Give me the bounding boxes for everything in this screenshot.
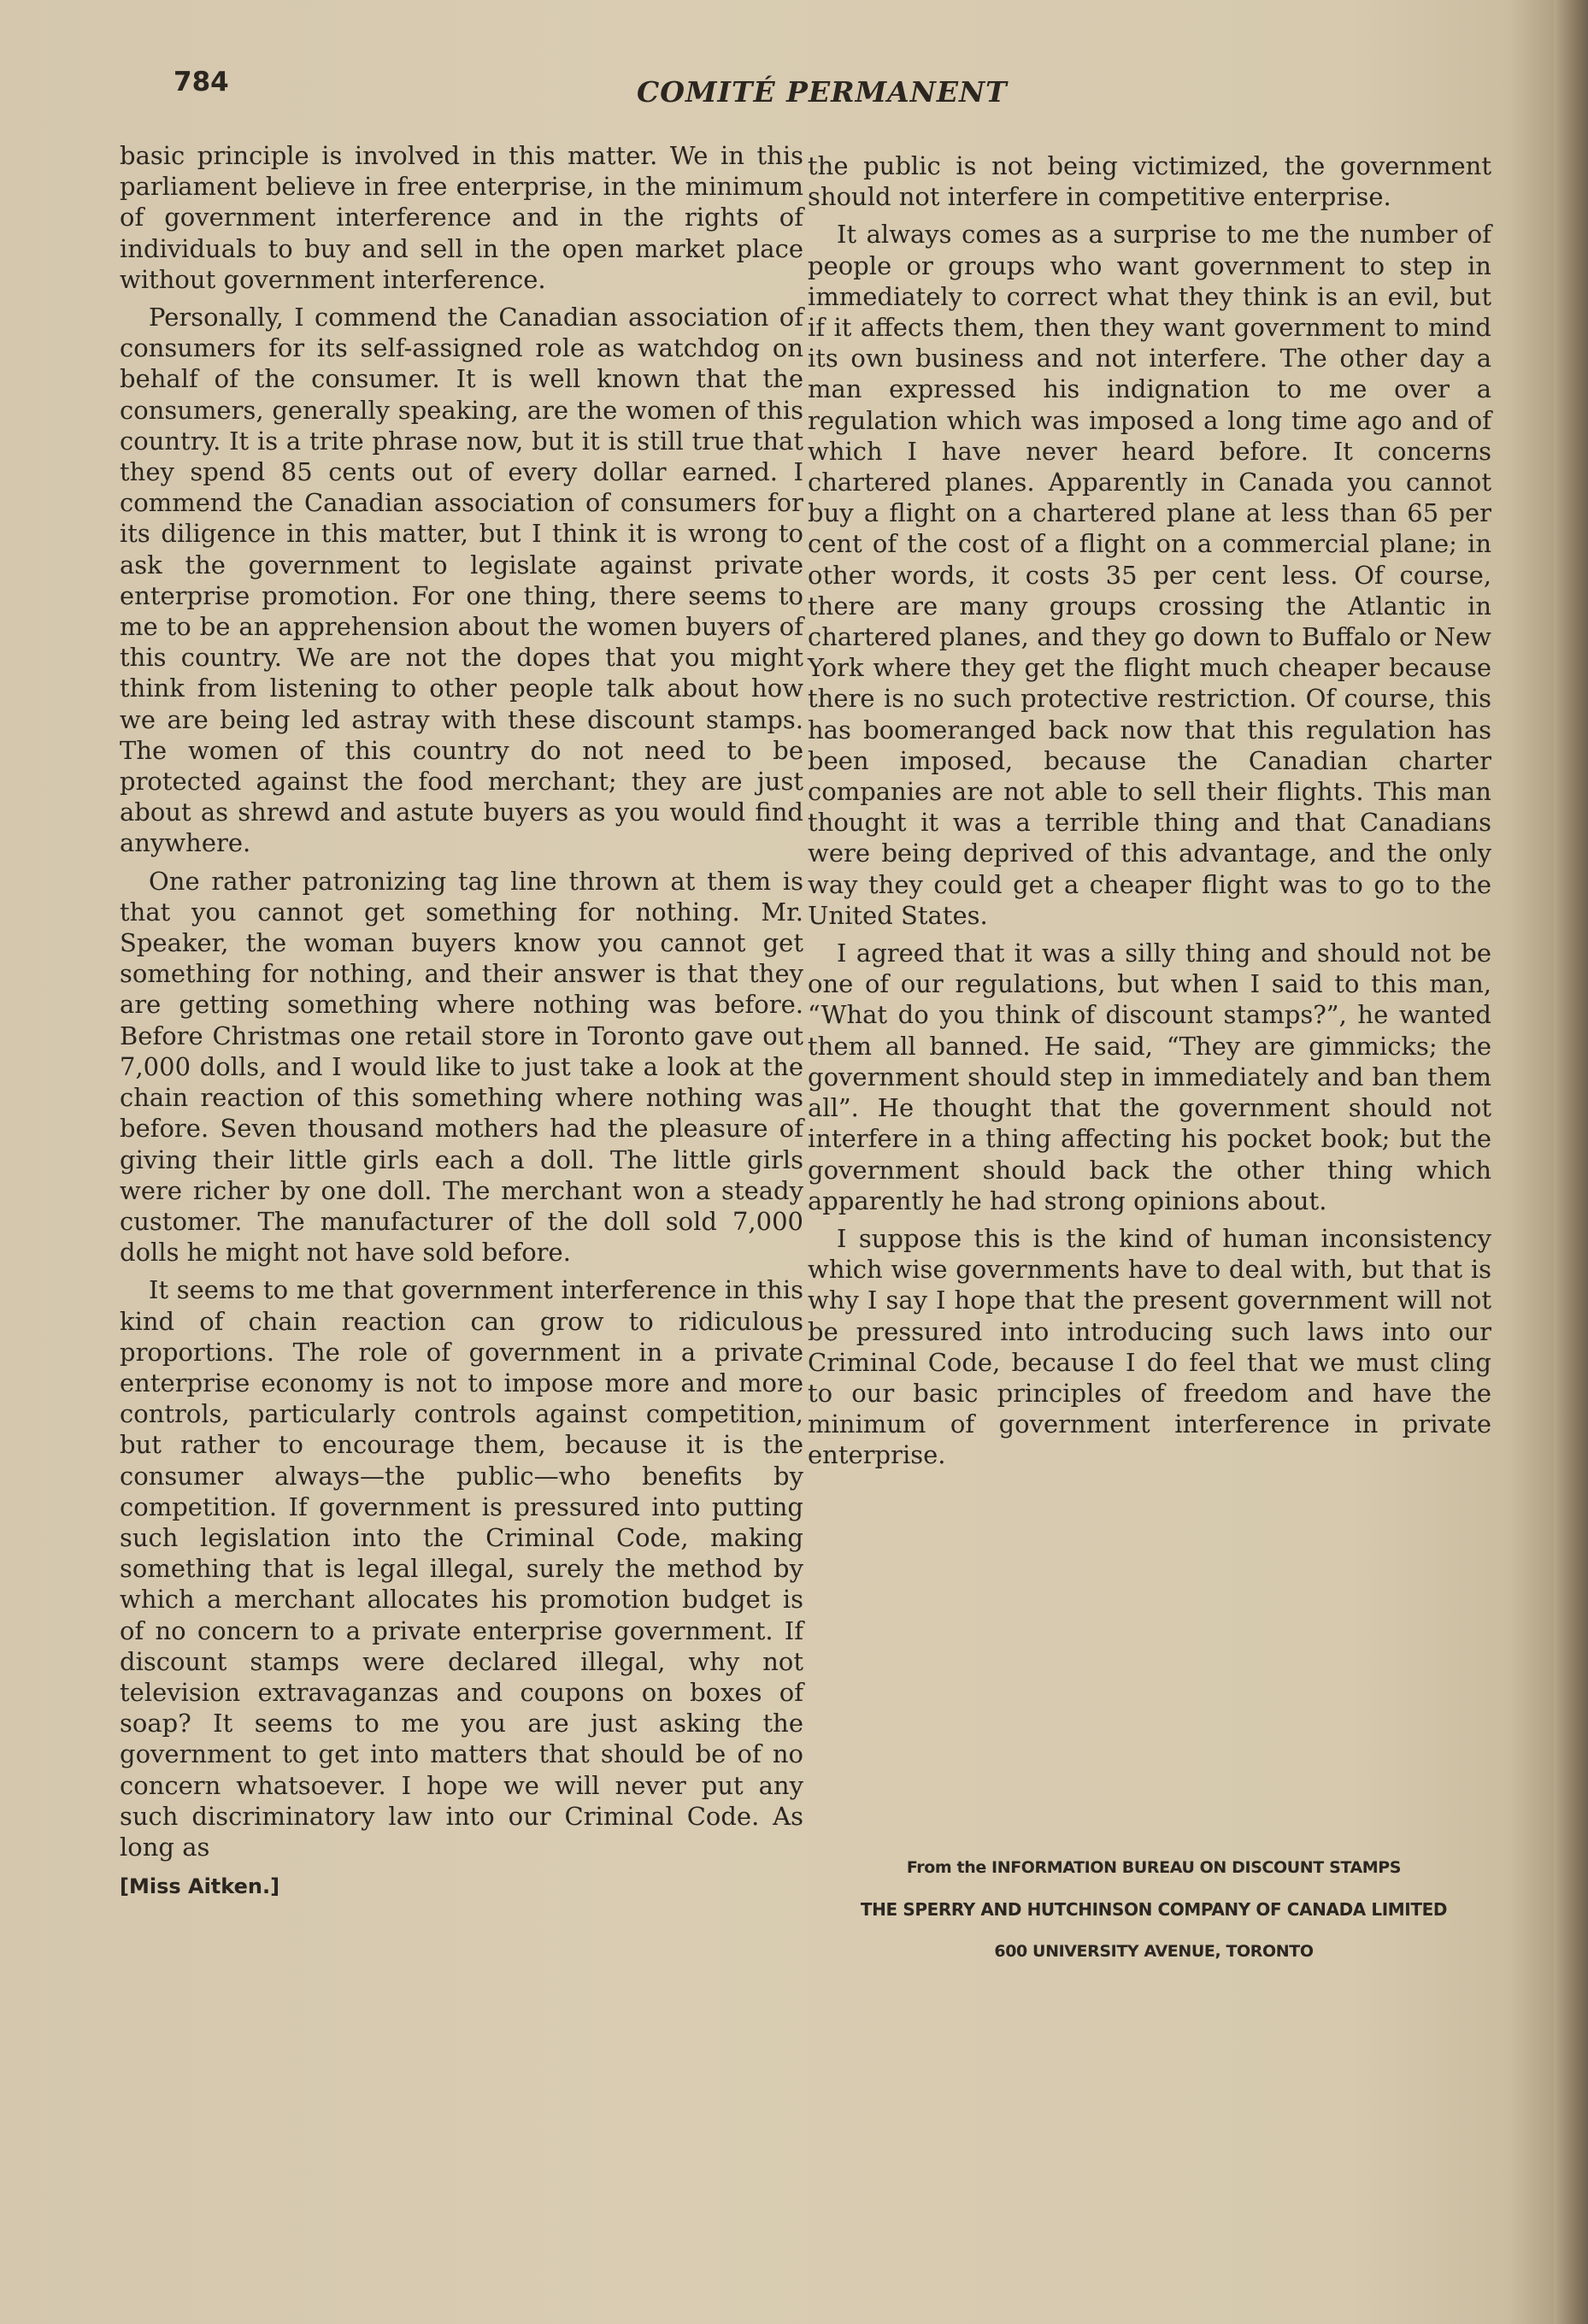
paragraph: the public is not being victimized, the government should not interfere in competitive enterprise. — [808, 151, 1491, 212]
credit-line-address: 600 UNIVERSITY AVENUE, TORONTO — [994, 1942, 1314, 1961]
paragraph: Personally, I commend the Canadian association of consumers for its self-assigned role as watchdog on behalf of the consumer. It is well known that the consumers, generally speaking, are the women of this country. It is a trite phrase now, but it is still true that they spend 85 cents out of every dollar earned. I commend the Canadian association of consumers for its diligence in this matter, but I think it is wrong to ask the government to legislate against private enterprise promotion. For one thing, there seems to me to be an apprehension about the women buyers of this country. We are not the dopes that you might think from listening to other people talk about how we are being led astray with these discount stamps. The women of this country do not need to be protected against the food merchant; they are just about as shrewd and astute buyers as you would find anywhere. — [120, 303, 803, 858]
left-column — [120, 140, 803, 1902]
paragraph: basic principle is involved in this matter. We in this parliament believe in free enterprise, in the minimum of government interference and in the rights of individuals to buy and sell in the open market place without government interference. — [120, 141, 803, 294]
publisher-credit — [795, 1858, 1513, 1983]
paragraph: It always comes as a surprise to me the number of people or groups who want government to step in immediately to correct what they think is an evil, but if it affects them, then they want government to mind its own business and not interfere. The other day a man expressed his indignation to me over a regulation which was imposed a long time ago and of which I have never heard before. It concerns chartered planes. Apparently in Canada you cannot buy a flight on a chartered plane at less than 65 per cent of the cost of a flight on a commercial plane; in other words, it costs 35 per cent less. Of course, there are many groups crossing the Atlantic in chartered planes, and they go down to Buffalo or New York where they get the flight much cheaper because there is no such protective restriction. Of course, this has boomeranged back now that this regulation has been imposed, because the Canadian charter companies are not able to sell their flights. This man thought it was a terrible thing and that Canadians were being deprived of this advantage, and the only way they could get a cheaper flight was to go to the United States. — [808, 220, 1491, 930]
running-head: COMITÉ PERMANENT — [637, 75, 1008, 109]
page-number: 784 — [174, 67, 229, 97]
paragraph: One rather patronizing tag line thrown at them is that you cannot get something for nothing. Mr. Speaker, the woman buyers know you cannot get something for nothing, and their answer is that they are getting something where nothing was before. Before Christmas one retail store in Toronto gave out 7,000 dolls, and I would like to just take a look at the chain reaction of this something where nothing was before. Seven thousand mothers had the pleasure of giving their little girls each a doll. The little girls were richer by one doll. The merchant won a steady customer. The manufacturer of the doll sold 7,000 dolls he might not have sold before. — [120, 866, 803, 1268]
paragraph: I agreed that it was a silly thing and should not be one of our regulations, but when I said to this man, “What do you think of discount stamps?”, he wanted them all banned. He said, “They are gimmicks; the government should step in immediately and ban them all”. He thought that the government should not interfere in a thing affecting his pocket book; but the government should back the other thing which apparently he had strong opinions about. — [808, 938, 1491, 1215]
book-spine-shadow — [1554, 0, 1588, 2324]
credit-line-company: THE SPERRY AND HUTCHINSON COMPANY OF CANADA LIMITED — [860, 1899, 1448, 1920]
paragraph: I suppose this is the kind of human inconsistency which wise governments have to deal with, but that is why I say I hope that the present government will not be pressured into introducing such laws into our Criminal Code, because I do feel that we must cling to our basic principles of freedom and have the minimum of government interference in private enterprise. — [808, 1223, 1491, 1470]
paragraph: It seems to me that government interference in this kind of chain reaction can grow to ridiculous proportions. The role of government in a private enterprise economy is not to impose more and more controls, particularly controls against competition, but rather to encourage them, because it is the consumer always—the public—who benefits by competition. If government is pressured into putting such legislation into the Criminal Code, making something that is legal illegal, surely the method by which a merchant allocates his promotion budget is of no concern to a private enterprise government. If discount stamps were declared illegal, why not television extravaganzas and coupons on boxes of soap? It seems to me you are just asking the government to get into matters that should be of no concern whatsoever. I hope we will never put any such discriminatory law into our Criminal Code. As long as — [120, 1275, 803, 1862]
right-column — [808, 150, 1491, 1478]
credit-line-source: From the INFORMATION BUREAU ON DISCOUNT STAMPS — [906, 1858, 1402, 1877]
speaker-attribution: [Miss Aitken.] — [120, 1874, 280, 1899]
